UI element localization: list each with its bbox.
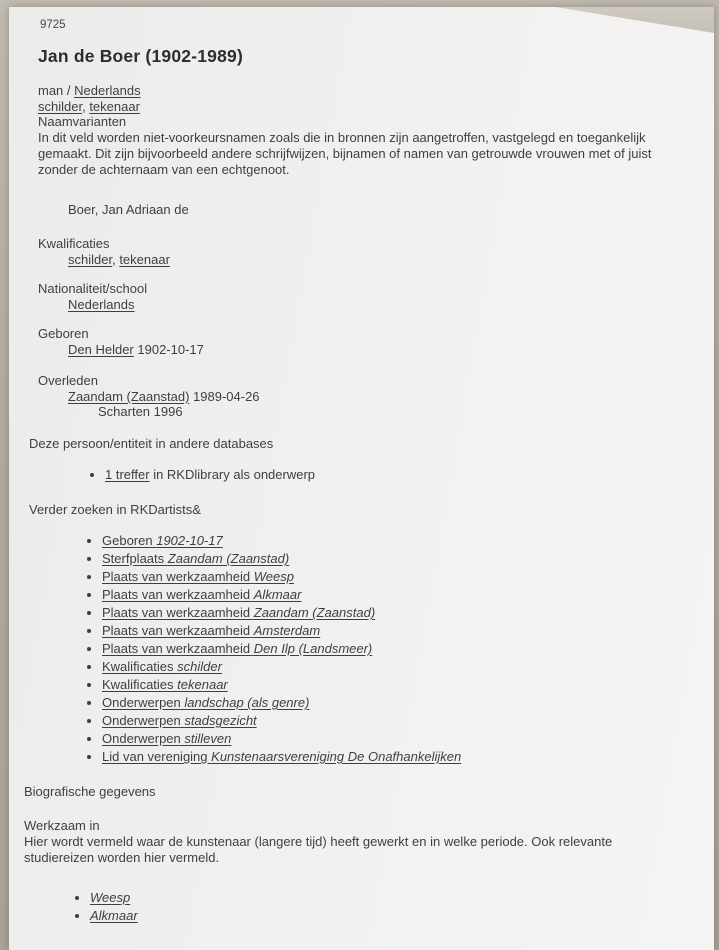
other-databases-heading: Deze persoon/entiteit in andere databases bbox=[29, 435, 274, 451]
search-further-label: Plaats van werkzaamheid bbox=[102, 569, 251, 584]
search-further-value: Den Ilp (Landsmeer) bbox=[253, 641, 373, 656]
search-further-item bbox=[102, 533, 688, 549]
active-in-item bbox=[90, 890, 688, 906]
record-page bbox=[9, 7, 714, 950]
biography-section bbox=[24, 784, 688, 924]
search-further-value: Zaandam (Zaanstad) bbox=[167, 551, 290, 566]
born-heading: Geboren bbox=[38, 326, 89, 341]
nationality-link[interactable]: Nederlands bbox=[74, 83, 141, 98]
search-further-value: schilder bbox=[177, 659, 222, 674]
other-database-item bbox=[105, 467, 688, 483]
search-further-value: Zaandam (Zaanstad) bbox=[253, 605, 376, 620]
roles-line bbox=[38, 99, 688, 115]
died-value bbox=[68, 389, 688, 405]
other-database-suffix: in RKDlibrary als onderwerp bbox=[153, 467, 316, 482]
active-in-description: Hier wordt vermeld waar de kunstenaar (langere tijd) heeft gewerkt en in welke periode. Ook relevante studiereizen worden hier vermeld. bbox=[24, 833, 613, 865]
search-further-label: Plaats van werkzaamheid bbox=[102, 605, 251, 620]
qualifications-links bbox=[68, 252, 688, 268]
search-further-item bbox=[102, 677, 688, 693]
search-further-label: Plaats van werkzaamheid bbox=[102, 641, 251, 656]
qualification-separator: , bbox=[112, 251, 120, 267]
active-in-list bbox=[24, 890, 688, 924]
search-further-label: Kwalificaties bbox=[102, 659, 174, 674]
search-further-item bbox=[102, 551, 688, 567]
name-variants-description: In dit veld worden niet-voorkeursnamen zoals die in bronnen zijn aangetroffen, vastgelegd en toegankelijk gemaakt. Dit zijn bijvoorbeeld andere schrijfwijzen, bijnamen of namen van getrouwde vrouwen met of juist zonder de achternaam van een echtgenoot. bbox=[38, 129, 652, 177]
active-in-place-link[interactable]: Alkmaar bbox=[90, 908, 138, 923]
page-title: Jan de Boer (1902-1989) bbox=[38, 45, 243, 66]
search-further-value: Amsterdam bbox=[253, 623, 321, 638]
died-heading: Overleden bbox=[38, 373, 98, 388]
birthplace-link[interactable]: Den Helder bbox=[68, 341, 134, 357]
nationality-school-heading: Nationaliteit/school bbox=[38, 281, 148, 296]
search-further-item bbox=[102, 659, 688, 675]
active-in-heading: Werkzaam in bbox=[24, 818, 100, 833]
search-further-link[interactable] bbox=[102, 569, 294, 584]
search-further-link[interactable] bbox=[102, 659, 222, 674]
search-further-heading: Verder zoeken in RKDartists& bbox=[29, 501, 201, 517]
search-further-link[interactable] bbox=[102, 623, 320, 638]
role-link-tekenaar[interactable]: tekenaar bbox=[89, 98, 140, 114]
record-number: 9725 bbox=[40, 19, 66, 31]
born-value bbox=[68, 342, 688, 358]
search-further-link[interactable] bbox=[102, 731, 231, 746]
search-further-list bbox=[38, 533, 688, 765]
qualifications-heading: Kwalificaties bbox=[38, 236, 110, 251]
search-further-link[interactable] bbox=[102, 695, 309, 710]
qualification-link-schilder[interactable]: schilder bbox=[68, 251, 113, 267]
search-further-value: landschap (als genre) bbox=[184, 695, 310, 710]
gender-label: man / bbox=[38, 83, 75, 98]
search-further-value: stadsgezicht bbox=[184, 713, 257, 728]
search-further-link[interactable] bbox=[102, 551, 289, 566]
gender-nationality-line bbox=[38, 83, 688, 99]
search-further-link[interactable] bbox=[102, 641, 372, 656]
search-further-link[interactable] bbox=[102, 677, 228, 692]
search-further-value: stilleven bbox=[184, 731, 232, 746]
search-further-label: Onderwerpen bbox=[102, 713, 181, 728]
search-further-link[interactable] bbox=[102, 713, 257, 728]
search-further-label: Lid van vereniging bbox=[102, 749, 208, 764]
nationality-school-link[interactable]: Nederlands bbox=[68, 296, 135, 312]
search-further-label: Geboren bbox=[102, 533, 153, 548]
record-content bbox=[24, 83, 688, 924]
search-further-value: Alkmaar bbox=[253, 587, 302, 602]
search-further-item bbox=[102, 623, 688, 639]
death-date: 1989-04-26 bbox=[193, 388, 260, 404]
search-further-label: Onderwerpen bbox=[102, 731, 181, 746]
role-link-schilder[interactable]: schilder bbox=[38, 98, 83, 114]
other-databases-list bbox=[38, 467, 688, 483]
name-variant-value: Boer, Jan Adriaan de bbox=[68, 201, 189, 217]
search-further-item bbox=[102, 569, 688, 585]
search-further-label: Kwalificaties bbox=[102, 677, 174, 692]
search-further-link[interactable] bbox=[102, 605, 375, 620]
name-variants-heading: Naamvarianten bbox=[38, 114, 127, 129]
search-further-label: Sterfplaats bbox=[102, 551, 165, 566]
biographical-heading: Biografische gegevens bbox=[24, 783, 156, 799]
deathplace-link[interactable]: Zaandam (Zaanstad) bbox=[68, 388, 190, 404]
search-further-label: Plaats van werkzaamheid bbox=[102, 623, 251, 638]
search-further-item bbox=[102, 713, 688, 729]
search-further-link[interactable] bbox=[102, 533, 223, 548]
search-further-item bbox=[102, 587, 688, 603]
search-further-value: 1902-10-17 bbox=[156, 533, 223, 548]
rkdlibrary-treffer-link[interactable]: 1 treffer bbox=[105, 467, 150, 482]
search-further-label: Onderwerpen bbox=[102, 695, 181, 710]
search-further-link[interactable] bbox=[102, 749, 461, 764]
search-further-value: Kunstenaarsvereniging De Onafhankelijken bbox=[211, 749, 462, 764]
search-further-value: Weesp bbox=[253, 569, 294, 584]
birth-date: 1902-10-17 bbox=[137, 341, 204, 357]
search-further-item bbox=[102, 641, 688, 657]
active-in-place-link[interactable]: Weesp bbox=[90, 889, 131, 905]
search-further-item bbox=[102, 731, 688, 747]
search-further-item bbox=[102, 695, 688, 711]
search-further-link[interactable] bbox=[102, 587, 301, 602]
qualification-link-tekenaar[interactable]: tekenaar bbox=[119, 251, 170, 267]
search-further-value: tekenaar bbox=[177, 677, 228, 692]
role-separator: , bbox=[82, 98, 90, 114]
search-further-item bbox=[102, 749, 688, 765]
search-further-item bbox=[102, 605, 688, 621]
active-in-item bbox=[90, 908, 688, 924]
search-further-label: Plaats van werkzaamheid bbox=[102, 587, 251, 602]
nationality-school-value bbox=[68, 297, 688, 313]
death-source: Scharten 1996 bbox=[98, 404, 183, 419]
